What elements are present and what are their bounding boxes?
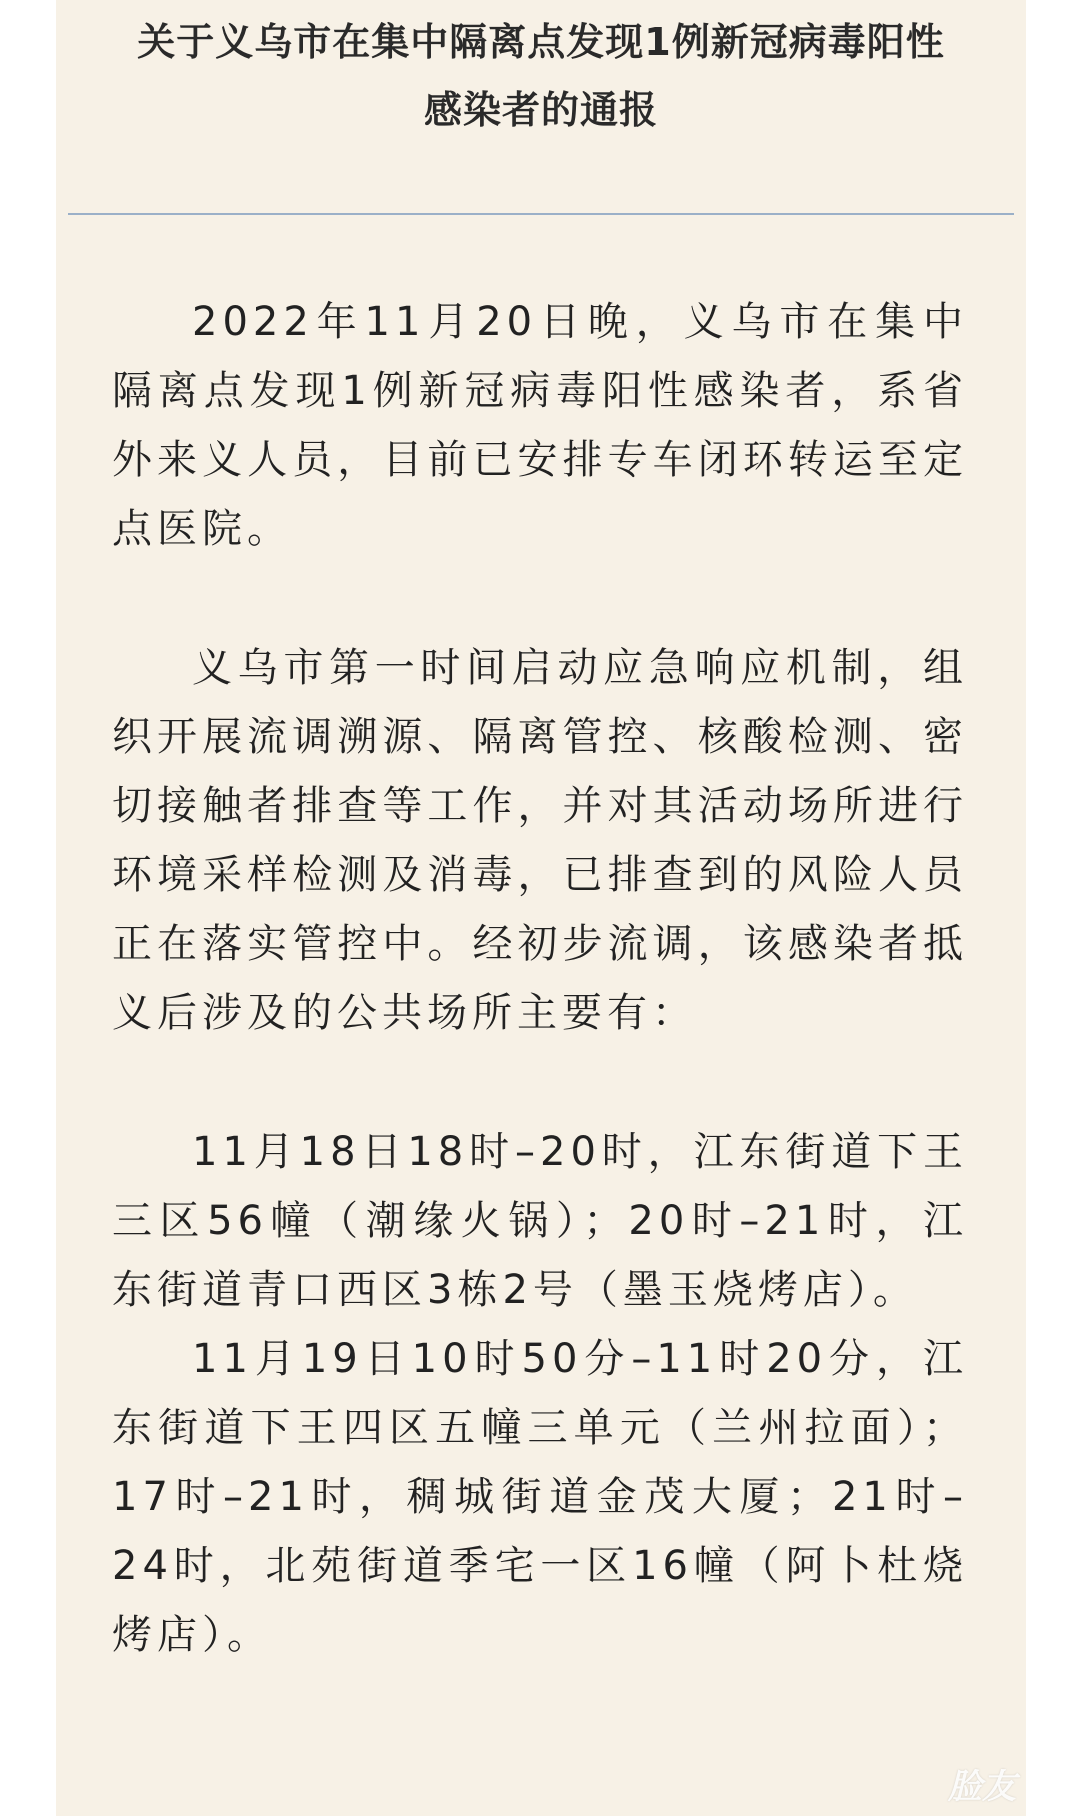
paragraph-gap xyxy=(112,564,968,634)
paragraph-announcement: 2022年11月20日晚，义乌市在集中隔离点发现1例新冠病毒阳性感染者，系省外来义人员，目前已安排专车闭环转运至定点医院。 xyxy=(112,299,968,552)
paragraph-gap xyxy=(112,1048,968,1118)
title-divider xyxy=(68,213,1014,215)
article-page xyxy=(56,0,1026,1816)
paragraph-nov19: 11月19日10时50分–11时20分，江东街道下王四区五幢三单元（兰州拉面）；17时–21时，稠城街道金茂大厦；21时–24时，北苑街道季宅一区16幢（阿卜杜烧烤店）。 xyxy=(112,1336,968,1658)
paragraph-response: 义乌市第一时间启动应急响应机制，组织开展流调溯源、隔离管控、核酸检测、密切接触者排查等工作，并对其活动场所进行环境采样检测及消毒，已排查到的风险人员正在落实管控中。经初步流调，该感染者抵义后涉及的公共场所主要有： xyxy=(112,645,968,1036)
title-line-1: 关于义乌市在集中隔离点发现1例新冠病毒阳性 xyxy=(137,20,945,64)
paragraph-nov18: 11月18日18时–20时，江东街道下王三区56幢（潮缘火锅）；20时–21时，江东街道青口西区3栋2号（墨玉烧烤店）。 xyxy=(112,1129,968,1313)
watermark-logo: 脸友 xyxy=(948,1767,1016,1807)
title-line-2: 感染者的通报 xyxy=(423,88,658,132)
article-title xyxy=(56,8,1026,144)
article-body xyxy=(112,288,968,1670)
